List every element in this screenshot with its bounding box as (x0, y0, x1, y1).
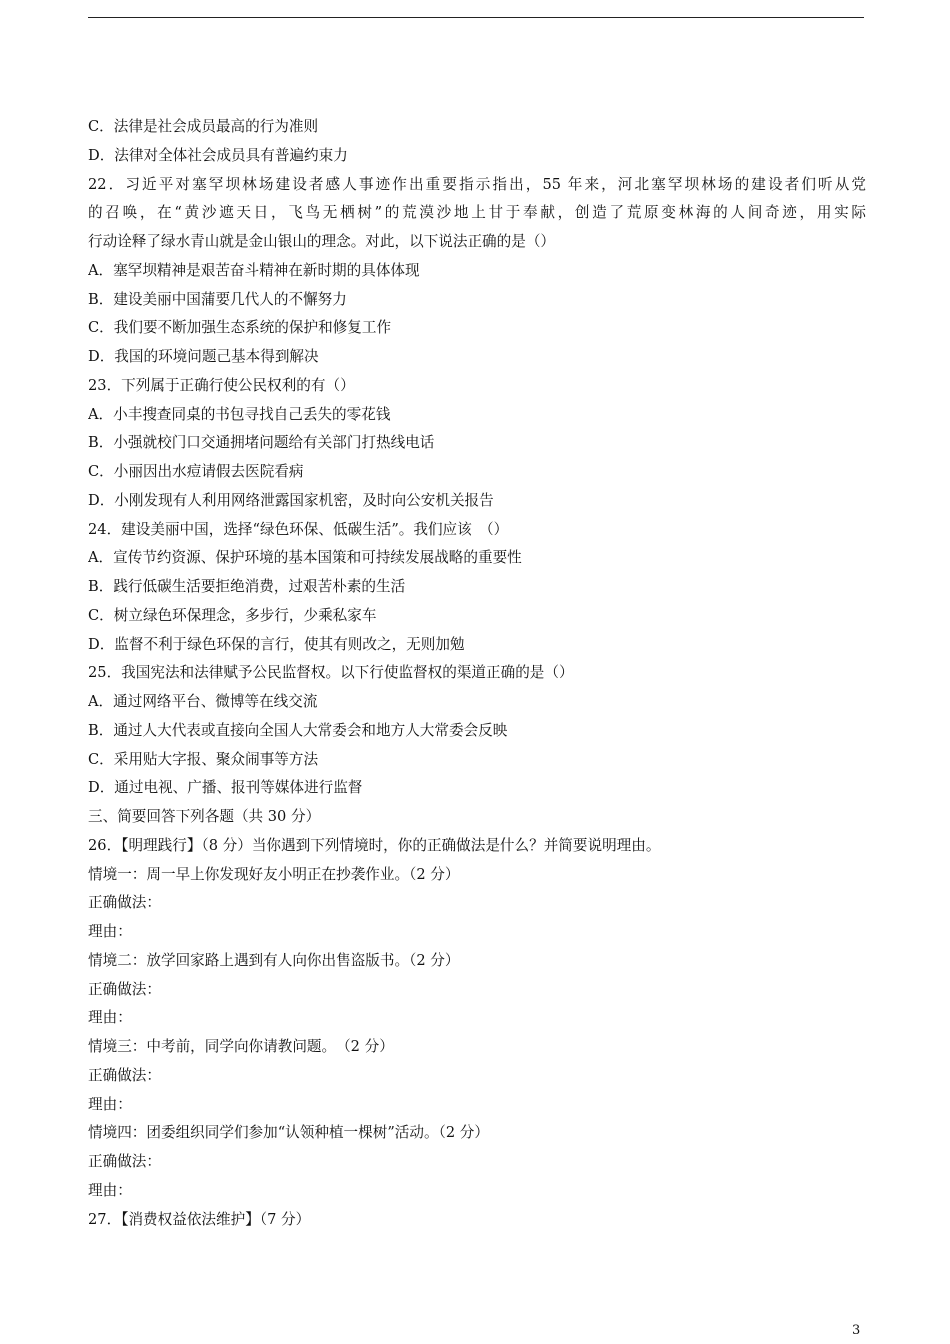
text-line: 情境四：团委组织同学们参加“认领种植一棵树”活动。（2 分） (88, 1124, 489, 1142)
text-line: 理由： (88, 1009, 132, 1027)
text-line: D．我国的环境问题己基本得到解决 (88, 348, 319, 365)
text-line: A．小丰搜查同桌的书包寻找自己丢失的零花钱 (88, 405, 391, 423)
text-line: C．我们要不断加强生态系统的保护和修复工作 (88, 319, 392, 337)
text-line: 正确做法： (88, 980, 161, 998)
text-line: A．宣传节约资源、保护环境的基本国策和可持续发展战略的重要性 (88, 549, 522, 567)
page-number: 3 (852, 1323, 861, 1338)
text-line: 情境三：中考前，同学向你请教问题。 （2 分） (88, 1038, 394, 1055)
text-line: D．法律对全体社会成员具有普遍约束力 (88, 146, 348, 164)
text-line: 22．习近平对塞罕坝林场建设者感人事迹作出重要指示指出，55 年来，河北塞罕坝林场的建设者们听从党 (88, 175, 866, 193)
text-line: 情境二：放学回家路上遇到有人向你出售盗版书。（2 分） (88, 951, 460, 969)
text-line: B．通过人大代表或直接向全国人大常委会和地方人大常委会反映 (88, 721, 508, 739)
text-line: D．监督不利于绿色环保的言行，使其有则改之，无则加勉 (88, 635, 465, 653)
text-line: 26．【明理践行】（8 分）当你遇到下列情境时，你的正确做法是什么？并简要说明理由。 (88, 836, 661, 854)
text-line: 情境一：周一早上你发现好友小明正在抄袭作业。（2 分） (88, 865, 460, 883)
text-line: C．法律是社会成员最高的行为准则 (88, 118, 319, 135)
text-line: 行动诠释了绿水青山就是金山银山的理念。对此，以下说法正确的是（） (88, 233, 556, 250)
text-line: C．采用贴大字报、聚众闹事等方法 (88, 750, 319, 768)
header-rule (88, 17, 864, 18)
text-line: 正确做法： (88, 894, 161, 912)
text-line: 23．下列属于正确行使公民权利的有（） (88, 376, 355, 394)
text-line: 24．建设美丽中国，选择“绿色环保、低碳生活”。我们应该 （） (88, 520, 509, 538)
text-line: C．小丽因出水痘请假去医院看病 (88, 463, 304, 480)
text-line: A．通过网络平台、微博等在线交流 (88, 693, 318, 710)
text-line: B．践行低碳生活要拒绝消费，过艰苦朴素的生活 (88, 578, 406, 595)
text-line: A．塞罕坝精神是艰苦奋斗精神在新时期的具体体现 (88, 261, 420, 279)
text-line: 理由： (88, 1095, 132, 1113)
text-line: D．通过电视、广播、报刊等媒体进行监督 (88, 779, 363, 797)
text-line: 27．【消费权益依法维护】（7 分） (88, 1210, 311, 1228)
text-line: 理由： (88, 1181, 132, 1199)
text-line: 的召唤，在“黄沙遮天日，飞鸟无栖树”的荒漠沙地上甘于奉献，创造了荒原变林海的人间奇迹，用实际 (88, 204, 866, 222)
text-line: 25．我国宪法和法律赋予公民监督权。以下行使监督权的渠道正确的是（） (88, 664, 574, 682)
text-line: 三、简要回答下列各题（共 30 分） (88, 808, 321, 825)
text-line: D．小刚发现有人利用网络泄露国家机密，及时向公安机关报告 (88, 491, 494, 509)
text-line: C．树立绿色环保理念，多步行，少乘私家车 (88, 606, 377, 624)
text-line: B．小强就校门口交通拥堵问题给有关部门打热线电话 (88, 434, 435, 452)
document-body (88, 113, 866, 1234)
text-line: 理由： (88, 923, 132, 940)
text-line: 正确做法： (88, 1066, 161, 1084)
text-line: 正确做法： (88, 1153, 161, 1170)
text-line: B．建设美丽中国蒲要几代人的不懈努力 (88, 290, 347, 308)
